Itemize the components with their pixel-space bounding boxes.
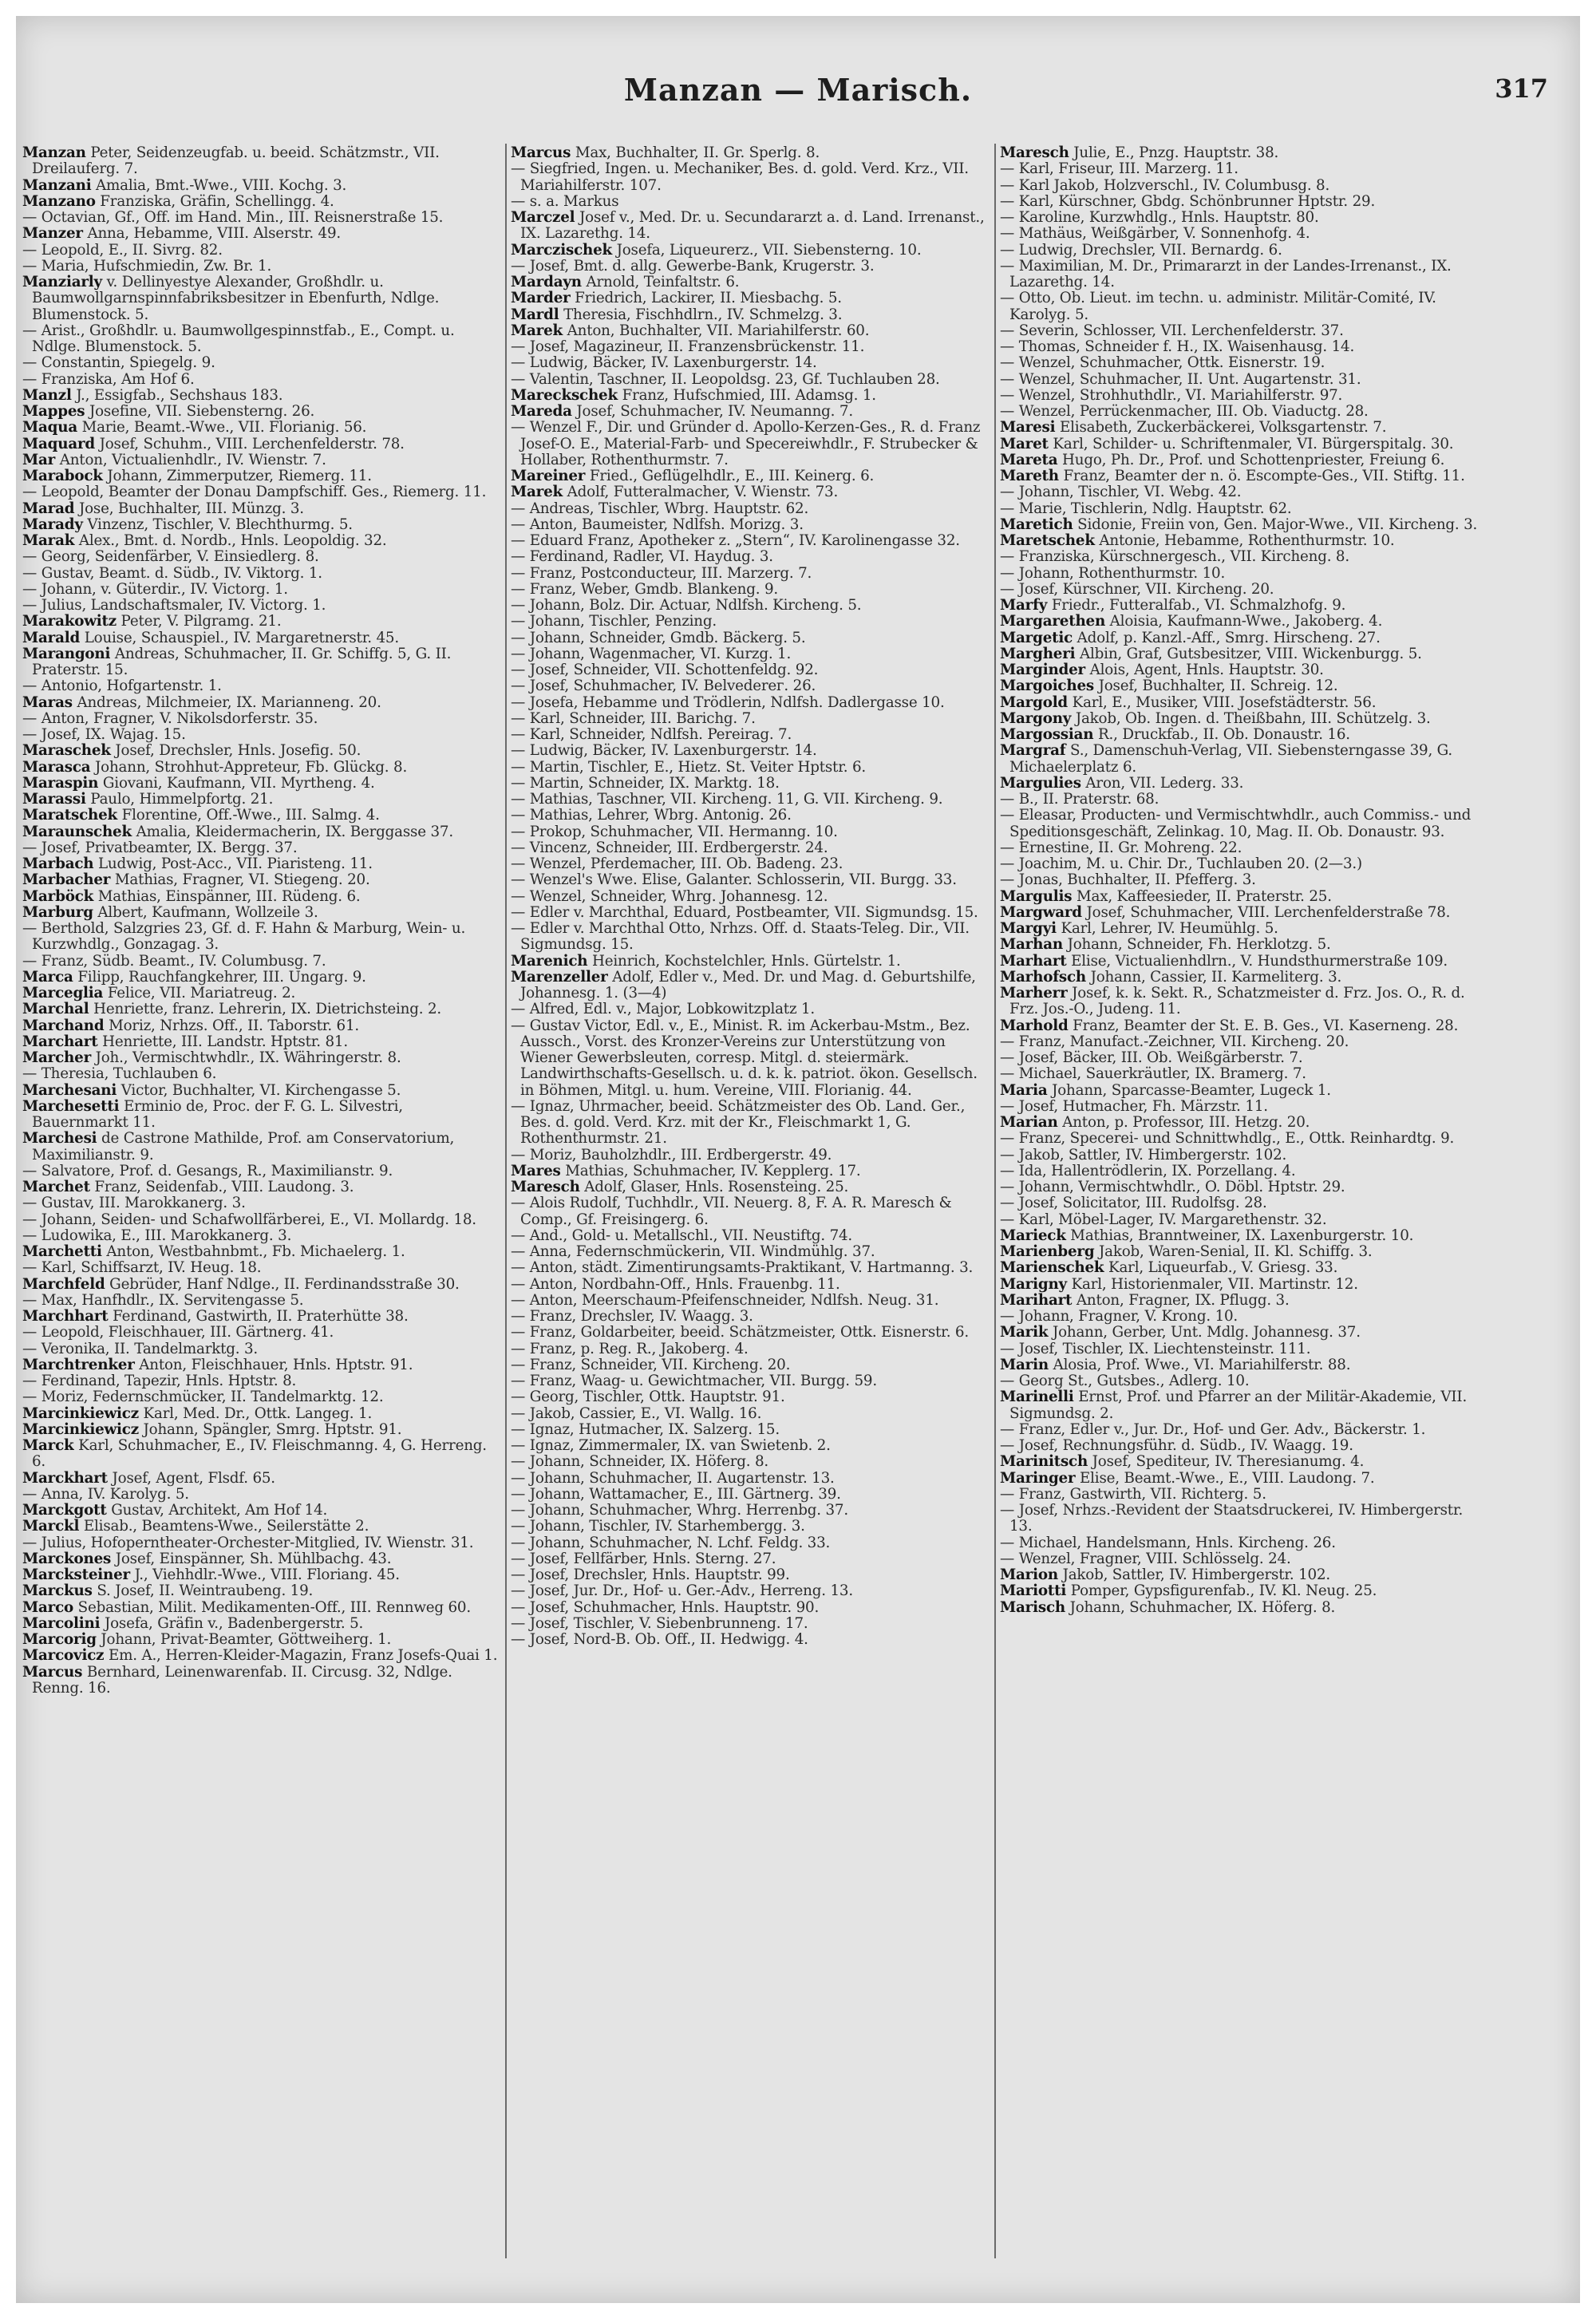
directory-entry: Margheri Albin, Graf, Gutsbesitzer, VIII. Wickenburgg. 5. bbox=[1000, 646, 1422, 662]
directory-entry: — Ignaz, Uhrmacher, beeid. Schätzmeister des Ob. Land. Ger., Bes. d. gold. Verd. Krz. mit der Kr., Fleischmarkt 1, G. Rothenthurmstr. 21. bbox=[511, 1098, 966, 1148]
directory-entry: — Johann, Schuhmacher, II. Augartenstr. 13. bbox=[511, 1470, 835, 1487]
directory-entry: Marca Filipp, Rauchfangkehrer, III. Ungarg. 9. bbox=[22, 969, 366, 986]
directory-entry: — Josef, Schuhmacher, IV. Belvederег. 26. bbox=[511, 678, 816, 695]
directory-entry: Maraspin Giovani, Kaufmann, VII. Myrtheng. 4. bbox=[22, 775, 375, 792]
directory-entry: — Ludwig, Drechsler, VII. Bernardg. 6. bbox=[1000, 242, 1282, 259]
directory-entry: Manziarly v. Dellinyestye Alexander, Großhdlr. u. Baumwollgarnspinnfabriksbesitzer in Ebenfurth, Ndlge. Blumenstock. 5. bbox=[22, 275, 440, 323]
directory-entry: Mar Anton, Victualienhdlr., IV. Wienstr. 7. bbox=[22, 452, 326, 468]
directory-entry: Marchhart Ferdinand, Gastwirth, II. Praterhütte 38. bbox=[22, 1309, 409, 1325]
directory-column-3 bbox=[1000, 145, 1480, 1616]
directory-entry: — Karl, Friseur, III. Marzerg. 11. bbox=[1000, 161, 1238, 178]
directory-entry: — Josef, Jur. Dr., Hof- u. Ger.-Adv., Herreng. 13. bbox=[511, 1583, 853, 1600]
directory-entry: Marder Friedrich, Lackirer, II. Miesbachg. 5. bbox=[511, 290, 842, 307]
directory-entry: — Ferdinand, Radler, VI. Haydug. 3. bbox=[511, 549, 773, 566]
directory-entry: — Arist., Großhdlr. u. Baumwollgespinnstfab., E., Compt. u. Ndlge. Blumenstock. 5. bbox=[22, 322, 455, 355]
directory-entry: — Jakob, Sattler, IV. Himbergerstr. 102. bbox=[1000, 1147, 1287, 1163]
directory-entry: — Johann, Schneider, Gmdb. Bäckerg. 5. bbox=[511, 630, 806, 646]
directory-entry: — Julius, Hofoperntheater-Orchester-Mitglied, IV. Wienstr. 31. bbox=[22, 1535, 474, 1551]
directory-entry: — Franz, p. Reg. R., Jakoberg. 4. bbox=[511, 1341, 749, 1357]
directory-entry: — Eduard Franz, Apotheker z. „Stern“, IV. Karolinengasse 32. bbox=[511, 533, 960, 549]
directory-entry: — Anton, Nordbahn-Off., Hnls. Frauenbg. 11. bbox=[511, 1276, 840, 1293]
directory-entry: — Josef, Rechnungsführ. d. Südb., IV. Waagg. 19. bbox=[1000, 1438, 1353, 1454]
directory-entry: — Octavian, Gf., Off. im Hand. Min., III. Reisnerstraße 15. bbox=[22, 210, 444, 226]
directory-entry: — Theresia, Tuchlauben 6. bbox=[22, 1066, 217, 1083]
directory-entry: — Franz, Weber, Gmdb. Blankeng. 9. bbox=[511, 581, 778, 598]
directory-entry: — Maria, Hufschmiedin, Zw. Br. 1. bbox=[22, 258, 272, 275]
directory-entry: — Josef, Bäcker, III. Ob. Weißgärberstr. 7. bbox=[1000, 1050, 1303, 1066]
directory-entry: — Franz, Manufact.-Zeichner, VII. Kircheng. 20. bbox=[1000, 1033, 1349, 1050]
directory-entry: — Wenzel, Schuhmacher, II. Unt. Augartenstr. 31. bbox=[1000, 371, 1361, 388]
directory-entry: — Anton, Fragner, V. Nikolsdorferstr. 35. bbox=[22, 710, 318, 727]
directory-entry: — Moriz, Bauholzhdlr., III. Erdbergerstr. 49. bbox=[511, 1147, 832, 1163]
directory-entry: Marckl Elisab., Beamtens-Wwe., Seilerstätte 2. bbox=[22, 1519, 369, 1535]
directory-entry: Marhan Johann, Schneider, Fh. Herklotzg. 5. bbox=[1000, 937, 1331, 954]
directory-entry: Margulis Max, Kaffeesieder, II. Praterstr. 25. bbox=[1000, 888, 1332, 905]
directory-entry: — Gustav, Beamt. d. Südb., IV. Viktorg. 1. bbox=[22, 565, 322, 582]
directory-column-2 bbox=[511, 145, 991, 1648]
directory-entry: — Johann, Rothenthurmstr. 10. bbox=[1000, 565, 1226, 582]
directory-entry: — Salvatore, Prof. d. Gesangs, R., Maximilianstr. 9. bbox=[22, 1163, 393, 1179]
directory-entry: Marald Louise, Schauspiel., IV. Margaretnerstr. 45. bbox=[22, 630, 399, 646]
directory-entry: — Ludwig, Bäcker, IV. Laxenburgerstr. 14. bbox=[511, 743, 817, 760]
directory-entry: Marion Jakob, Sattler, IV. Himbergerstr. 102. bbox=[1000, 1567, 1331, 1583]
directory-entry: Manzan Peter, Seidenzeugfab. u. beeid. Schätzmstr., VII. Dreilauferg. 7. bbox=[22, 145, 440, 178]
directory-entry: — Michael, Sauerkräutler, IX. Bramerg. 7. bbox=[1000, 1066, 1306, 1083]
directory-entry: — Franz, Südb. Beamt., IV. Columbusg. 7. bbox=[22, 953, 326, 970]
directory-entry: — Johann, Tischler, Penzing. bbox=[511, 614, 717, 630]
directory-entry: — Wenzel's Wwe. Elise, Galanter. Schlosserin, VII. Burgg. 33. bbox=[511, 872, 957, 889]
directory-entry: Marigny Karl, Historienmaler, VII. Martinstr. 12. bbox=[1000, 1276, 1358, 1293]
directory-entry: — Joachim, M. u. Chir. Dr., Tuchlauben 20. (2—3.) bbox=[1000, 856, 1362, 872]
directory-entry: Marckgott Gustav, Architekt, Am Hof 14. bbox=[22, 1503, 328, 1519]
directory-entry: Marczischek Josefa, Liqueurerz., VII. Siebensterng. 10. bbox=[511, 242, 922, 259]
directory-entry: Marhart Elise, Victualienhdlrn., V. Hundsthurmerstraße 109. bbox=[1000, 953, 1448, 970]
directory-entry: — Anton, Baumeister, Ndlfsh. Morizg. 3. bbox=[511, 516, 804, 533]
directory-entry: Marck Karl, Schuhmacher, E., IV. Fleischmanng. 4, G. Herreng. 6. bbox=[22, 1438, 487, 1471]
directory-entry: Marenzeller Adolf, Edler v., Med. Dr. und Mag. d. Geburtshilfe, Johannesg. 1. (3—4) bbox=[511, 969, 976, 1001]
directory-entry: Marchart Henriette, III. Landstr. Hptstr. 81. bbox=[22, 1033, 348, 1050]
column-divider bbox=[505, 144, 507, 2258]
directory-entry: Marcovicz Em. A., Herren-Kleider-Magazin, Franz Josefs-Quai 1. bbox=[22, 1648, 498, 1665]
directory-entry: — Andreas, Tischler, Wbrg. Hauptstr. 62. bbox=[511, 500, 809, 517]
directory-entry: — Gustav, III. Marokkanerg. 3. bbox=[22, 1195, 246, 1212]
directory-entry: Marin Alosia, Prof. Wwe., VI. Mariahilferstr. 88. bbox=[1000, 1357, 1351, 1373]
directory-entry: — Franziska, Kürschnergesch., VII. Kircheng. 8. bbox=[1000, 549, 1349, 566]
directory-entry: Marassi Paulo, Himmelpfortg. 21. bbox=[22, 792, 274, 808]
directory-entry: — Martin, Schneider, IX. Marktg. 18. bbox=[511, 775, 780, 792]
directory-entry: Marcher Joh., Vermischtwhdlr., IX. Währingerstr. 8. bbox=[22, 1050, 401, 1066]
directory-entry: Marienberg Jakob, Waren-Senial, II. Kl. Schiffg. 3. bbox=[1000, 1244, 1373, 1260]
directory-entry: Maquard Josef, Schuhm., VIII. Lerchenfelderstr. 78. bbox=[22, 436, 405, 452]
directory-entry: Marckhart Josef, Agent, Flsdf. 65. bbox=[22, 1470, 275, 1487]
directory-entry: — Ludowika, E., III. Marokkanerg. 3. bbox=[22, 1227, 292, 1244]
directory-entry: — Josef, Schuhmacher, Hnls. Hauptstr. 90. bbox=[511, 1599, 820, 1616]
directory-entry: — Julius, Landschaftsmaler, IV. Victorg. 1. bbox=[22, 598, 326, 614]
directory-entry: — Wenzel, Schuhmacher, Ottk. Eisnerstr. 19. bbox=[1000, 355, 1325, 372]
directory-entry: — Anna, Federnschmückerin, VII. Windmühlg. 37. bbox=[511, 1244, 875, 1260]
directory-entry: Mardayn Arnold, Teinfaltstr. 6. bbox=[511, 275, 740, 290]
directory-entry: Marady Vinzenz, Tischler, V. Blechthurmg. 5. bbox=[22, 516, 353, 533]
directory-entry: Mappes Josefine, VII. Siebensterng. 26. bbox=[22, 404, 315, 420]
directory-entry: — Ignaz, Zimmermaler, IX. van Swietenb. 2. bbox=[511, 1438, 831, 1454]
directory-entry: — Wenzel, Perrückenmacher, III. Ob. Viaductg. 28. bbox=[1000, 404, 1369, 420]
directory-entry: Marchet Franz, Seidenfab., VIII. Laudong. 3. bbox=[22, 1179, 354, 1195]
directory-entry: Marinitsch Josef, Spediteur, IV. Theresianumg. 4. bbox=[1000, 1454, 1365, 1471]
directory-entry: Mareth Franz, Beamter der n. ö. Escompte-Ges., VII. Stiftg. 11. bbox=[1000, 468, 1465, 484]
directory-entry: — Johann, Tischler, VI. Webg. 42. bbox=[1000, 484, 1242, 501]
directory-entry: — Severin, Schlosser, VII. Lerchenfelderstr. 37. bbox=[1000, 322, 1344, 339]
directory-entry: — Georg St., Gutsbes., Adlerg. 10. bbox=[1000, 1373, 1250, 1389]
directory-entry: — Wenzel, Schneider, Whrg. Johannesg. 12. bbox=[511, 888, 828, 905]
directory-entry: — Johann, Schneider, IX. Höferg. 8. bbox=[511, 1454, 769, 1471]
directory-entry: Margony Jakob, Ob. Ingen. d. Theißbahn, III. Schützelg. 3. bbox=[1000, 710, 1431, 727]
directory-entry: Mareiner Fried., Geflügelhdlr., E., III. Keinerg. 6. bbox=[511, 468, 875, 484]
directory-entry: Mareda Josef, Schuhmacher, IV. Neumanng. 7. bbox=[511, 404, 853, 420]
directory-entry: Marcus Bernhard, Leinenwarenfab. II. Circusg. 32, Ndlge. Renng. 16. bbox=[22, 1664, 452, 1697]
directory-entry: — Johann, Schuhmacher, Whrg. Herrenbg. 37. bbox=[511, 1503, 848, 1519]
directory-entry: — Edler v. Marchthal Otto, Nrhzs. Off. d. Staats-Teleg. Dir., VII. Sigmundsg. 15. bbox=[511, 921, 970, 954]
directory-entry: Marböck Mathias, Einspänner, III. Rüdeng. 6. bbox=[22, 888, 361, 905]
directory-entry: Marbacher Mathias, Fragner, VI. Stiegeng. 20. bbox=[22, 872, 370, 889]
directory-entry: Marcorig Johann, Privat-Beamter, Göttweiherg. 1. bbox=[22, 1632, 392, 1648]
directory-entry: Marburg Albert, Kaufmann, Wollzeile 3. bbox=[22, 904, 318, 921]
directory-entry: Margulies Aron, VII. Lederg. 33. bbox=[1000, 775, 1244, 792]
directory-entry: — Johann, Seiden- und Schafwollfärberei, E., VI. Mollardg. 18. bbox=[22, 1211, 476, 1228]
directory-entry: — Karl Jakob, Holzverschl., IV. Columbusg. 8. bbox=[1000, 177, 1330, 194]
directory-entry: Maretich Sidonie, Freiin von, Gen. Major-Wwe., VII. Kircheng. 3. bbox=[1000, 516, 1478, 533]
directory-entry: — Johann, v. Güterdir., IV. Victorg. 1. bbox=[22, 581, 288, 598]
directory-entry: Manzani Amalia, Bmt.-Wwe., VIII. Kochg. 3. bbox=[22, 177, 347, 194]
directory-entry: Maqua Marie, Beamt.-Wwe., VII. Florianig. 56. bbox=[22, 420, 367, 437]
directory-entry: Marchfeld Gebrüder, Hanf Ndlge., II. Ferdinandsstraße 30. bbox=[22, 1276, 460, 1293]
directory-entry: Marczel Josef v., Med. Dr. u. Secundararzt a. d. Land. Irrenanst., IX. Lazarethg. 14. bbox=[511, 210, 985, 243]
directory-entry: — Wenzel F., Dir. und Gründer d. Apollo-Kerzen-Ges., R. d. Franz Josef-O. E., Material-Farb- und Specereiwhdlr., F. Strubecker & Hollaber, Rothenthurmstr. 7. bbox=[511, 420, 981, 468]
directory-entry: — Karl, Schiffsarzt, IV. Heug. 18. bbox=[22, 1260, 262, 1277]
directory-entry: — Johann, Schuhmacher, N. Lchf. Feldg. 33. bbox=[511, 1535, 831, 1551]
directory-entry: — Josef, Privatbeamter, IX. Bergg. 37. bbox=[22, 840, 298, 856]
directory-entry: Marcinkiewicz Karl, Med. Dr., Ottk. Langeg. 1. bbox=[22, 1405, 373, 1422]
directory-entry: — Karoline, Kurzwhdlg., Hnls. Hauptstr. 80. bbox=[1000, 210, 1319, 226]
directory-entry: — Leopold, Fleischhauer, III. Gärtnerg. 41. bbox=[22, 1325, 334, 1341]
directory-entry: — Alois Rudolf, Tuchhdlr., VII. Neuerg. 8, F. A. R. Maresch & Comp., Gf. Freisingerg. 6. bbox=[511, 1195, 952, 1228]
directory-entry: Maretschek Antonie, Hebamme, Rothenthurmstr. 10. bbox=[1000, 533, 1395, 549]
directory-entry: Mardl Theresia, Fischhdlrn., IV. Schmelzg. 3. bbox=[511, 306, 843, 323]
directory-entry: Marchand Moriz, Nrhzs. Off., II. Taborstr. 61. bbox=[22, 1017, 360, 1034]
running-head: Manzan — Marisch. bbox=[623, 72, 973, 108]
directory-entry: — Johann, Tischler, IV. Starhembergg. 3. bbox=[511, 1519, 805, 1535]
directory-entry: Marbach Ludwig, Post-Acc., VII. Piaristeng. 11. bbox=[22, 856, 373, 872]
column-divider bbox=[994, 144, 996, 2258]
directory-entry: Marinelli Ernst, Prof. und Pfarrer an der Militär-Akademie, VII. Sigmundsg. 2. bbox=[1000, 1389, 1468, 1422]
directory-entry: — Georg, Seidenfärber, V. Einsiedlerg. 8. bbox=[22, 549, 319, 566]
directory-entry: Marian Anton, p. Professor, III. Hetzg. 20. bbox=[1000, 1115, 1310, 1131]
directory-entry: Marieck Mathias, Branntweiner, IX. Laxenburgerstr. 10. bbox=[1000, 1227, 1414, 1244]
directory-entry: — Alfred, Edl. v., Major, Lobkowitzplatz 1. bbox=[511, 1001, 816, 1018]
directory-entry: Margward Josef, Schuhmacher, VIII. Lerchenfelderstraße 78. bbox=[1000, 904, 1451, 921]
directory-entry: — Josefa, Hebamme und Trödlerin, Ndlfsh. Dadlergasse 10. bbox=[511, 694, 945, 711]
directory-entry: Marihart Anton, Fragner, IX. Pflugg. 3. bbox=[1000, 1292, 1290, 1309]
directory-entry: — Anton, städt. Zimentirungsamts-Praktikant, V. Hartmanng. 3. bbox=[511, 1260, 974, 1277]
directory-entry: — Josef, Magazineur, II. Franzensbrückenstr. 11. bbox=[511, 339, 865, 355]
directory-entry: — Prokop, Schuhmacher, VII. Hermanng. 10. bbox=[511, 824, 838, 840]
directory-entry: Marek Anton, Buchhalter, VII. Mariahilferstr. 60. bbox=[511, 322, 870, 339]
directory-entry: Maraunschek Amalia, Kleidermacherin, IX. Berggasse 37. bbox=[22, 824, 453, 840]
directory-entry: — Franziska, Am Hof 6. bbox=[22, 371, 195, 388]
directory-entry: — Wenzel, Strohhuthdlr., VI. Mariahilferstr. 97. bbox=[1000, 387, 1343, 404]
directory-entry: Marabock Johann, Zimmerputzer, Riemerg. 11. bbox=[22, 468, 372, 484]
directory-page bbox=[16, 16, 1580, 2303]
directory-entry: — Berthold, Salzgries 23, Gf. d. F. Hahn & Marburg, Wein- u. Kurzwhdlg., Gonzagag. 3. bbox=[22, 921, 466, 954]
directory-entry: Marad Jose, Buchhalter, III. Münzg. 3. bbox=[22, 500, 304, 517]
directory-entry: Marceglia Felice, VII. Mariatreug. 2. bbox=[22, 986, 296, 1001]
directory-entry: Marienschek Karl, Liqueurfab., V. Griesg. 33. bbox=[1000, 1260, 1338, 1277]
directory-entry: — Ludwig, Bäcker, IV. Laxenburgerstr. 14. bbox=[511, 355, 817, 372]
directory-entry: — Johann, Vermischtwhdlr., O. Döbl. Hptstr. 29. bbox=[1000, 1179, 1345, 1195]
directory-entry: Manzer Anna, Hebamme, VIII. Alserstr. 49. bbox=[22, 226, 342, 243]
directory-entry: — Josef, Tischler, V. Siebenbrunneng. 17. bbox=[511, 1615, 808, 1632]
directory-entry: — Johann, Wattamacher, E., III. Gärtnerg. 39. bbox=[511, 1486, 841, 1503]
directory-entry: — Georg, Tischler, Ottk. Hauptstr. 91. bbox=[511, 1389, 785, 1406]
directory-entry: — Ida, Hallentrödlerin, IX. Porzellang. 4. bbox=[1000, 1163, 1296, 1179]
directory-entry: — Franz, Gastwirth, VII. Richterg. 5. bbox=[1000, 1486, 1266, 1503]
directory-entry: Marcinkiewicz Johann, Spängler, Smrg. Hptstr. 91. bbox=[22, 1421, 402, 1438]
directory-entry: — Anna, IV. Karolyg. 5. bbox=[22, 1486, 189, 1503]
directory-entry: Maras Andreas, Milchmeier, IX. Marianneng. 20. bbox=[22, 694, 381, 711]
directory-entry: Marak Alex., Bmt. d. Nordb., Hnls. Leopoldig. 32. bbox=[22, 533, 387, 549]
directory-entry: — s. a. Markus bbox=[511, 193, 619, 210]
directory-entry: Marco Sebastian, Milit. Medikamenten-Off., III. Rennweg 60. bbox=[22, 1599, 471, 1616]
directory-entry: — Josef, Hutmacher, Fh. Märzstr. 11. bbox=[1000, 1098, 1268, 1115]
directory-entry: Maria Johann, Sparcasse-Beamter, Lugeck 1. bbox=[1000, 1082, 1331, 1099]
directory-entry: Maratschek Florentine, Off.-Wwe., III. Salmg. 4. bbox=[22, 808, 380, 824]
directory-entry: — Josef, Kürschner, VII. Kircheng. 20. bbox=[1000, 581, 1274, 598]
directory-entry: — Michael, Handelsmann, Hnls. Kircheng. 26. bbox=[1000, 1535, 1336, 1551]
directory-entry: — Franz, Schneider, VII. Kircheng. 20. bbox=[511, 1357, 791, 1373]
directory-entry: — Franz, Waag- u. Gewichtmacher, VII. Burgg. 59. bbox=[511, 1373, 877, 1389]
directory-entry: — Maximilian, M. Dr., Primararzt in der Landes-Irrenanst., IX. Lazarethg. 14. bbox=[1000, 258, 1452, 290]
directory-entry: Mareta Hugo, Ph. Dr., Prof. und Schottenpriester, Freiung 6. bbox=[1000, 452, 1445, 468]
directory-entry: — B., II. Praterstr. 68. bbox=[1000, 792, 1159, 808]
directory-entry: Maraschek Josef, Drechsler, Hnls. Josefig. 50. bbox=[22, 743, 361, 760]
directory-entry: Marisch Johann, Schuhmacher, IX. Höferg. 8. bbox=[1000, 1599, 1336, 1616]
directory-entry: — Marie, Tischlerin, Ndlg. Hauptstr. 62. bbox=[1000, 500, 1292, 517]
directory-entry: Margetic Adolf, p. Kanzl.-Aff., Smrg. Hirscheng. 27. bbox=[1000, 630, 1381, 646]
directory-entry: — Josef, Solicitator, III. Rudolfsg. 28. bbox=[1000, 1195, 1267, 1212]
directory-entry: Marchesetti Erminio de, Proc. der F. G. L. Silvestri, Bauernmarkt 11. bbox=[22, 1098, 403, 1131]
directory-entry: Margarethen Aloisia, Kaufmann-Wwe., Jakoberg. 4. bbox=[1000, 614, 1383, 630]
directory-entry: — Otto, Ob. Lieut. im techn. u. administr. Militär-Comité, IV. Karolyg. 5. bbox=[1000, 290, 1436, 323]
directory-entry: — Constantin, Spiegelg. 9. bbox=[22, 355, 215, 372]
directory-entry: — Moriz, Federnschmücker, II. Tandelmarktg. 12. bbox=[22, 1389, 384, 1406]
directory-entry: Maresch Adolf, Glaser, Hnls. Rosensteing. 25. bbox=[511, 1179, 849, 1195]
directory-entry: Maresch Julie, E., Pnzg. Hauptstr. 38. bbox=[1000, 145, 1279, 161]
directory-entry: — Mathias, Taschner, VII. Kircheng. 11, G. VII. Kircheng. 9. bbox=[511, 792, 943, 808]
directory-entry: — Franz, Drechsler, IV. Waagg. 3. bbox=[511, 1309, 753, 1325]
directory-entry: Marek Adolf, Futteralmacher, V. Wienstr. 73. bbox=[511, 484, 839, 501]
directory-entry: Manzl J., Essigfab., Sechshaus 183. bbox=[22, 387, 283, 404]
directory-entry: — Thomas, Schneider f. H., IX. Waisenhausg. 14. bbox=[1000, 339, 1355, 355]
directory-entry: — Josef, Drechsler, Hnls. Hauptstr. 99. bbox=[511, 1567, 790, 1583]
directory-entry: — Wenzel, Fragner, VIII. Schlösselg. 24. bbox=[1000, 1551, 1291, 1567]
directory-entry: Margyi Karl, Lehrer, IV. Heumühlg. 5. bbox=[1000, 921, 1278, 937]
directory-column-1 bbox=[22, 145, 503, 1697]
directory-entry: Mariotti Pomper, Gypsfigurenfab., IV. Kl. Neug. 25. bbox=[1000, 1583, 1377, 1600]
directory-entry: Marckus S. Josef, II. Weintraubeng. 19. bbox=[22, 1583, 314, 1600]
directory-entry: — Ignaz, Hutmacher, IX. Salzerg. 15. bbox=[511, 1421, 780, 1438]
directory-entry: — Josef, Schneider, VII. Schottenfeldg. 92. bbox=[511, 662, 819, 678]
directory-entry: Marchesani Victor, Buchhalter, VI. Kirchengasse 5. bbox=[22, 1082, 401, 1099]
directory-entry: — Franz, Edler v., Jur. Dr., Hof- und Ger. Adv., Bäckerstr. 1. bbox=[1000, 1421, 1426, 1438]
directory-entry: — Martin, Tischler, E., Hietz. St. Veiter Hptstr. 6. bbox=[511, 759, 866, 776]
directory-entry: Marherr Josef, k. k. Sekt. R., Schatzmeister d. Frz. Jos. O., R. d. Frz. Jos.-O., Judeng. 11. bbox=[1000, 986, 1465, 1018]
directory-entry: — Jakob, Cassier, E., VI. Wallg. 16. bbox=[511, 1405, 762, 1422]
directory-entry: — Karl, Schneider, Ndlfsh. Pereirag. 7. bbox=[511, 727, 792, 743]
directory-entry: Marchal Henriette, franz. Lehrerin, IX. Dietrichsteing. 2. bbox=[22, 1001, 441, 1018]
directory-entry: — Josef, Tischler, IX. Liechtensteinstr. 111. bbox=[1000, 1341, 1311, 1357]
page-header bbox=[16, 72, 1580, 120]
directory-entry: Margoiches Josef, Buchhalter, II. Schreig. 12. bbox=[1000, 678, 1338, 695]
directory-entry: — Mathäus, Weißgärber, V. Sonnenhofg. 4. bbox=[1000, 226, 1310, 243]
directory-entry: Marhofsch Johann, Cassier, II. Karmeliterg. 3. bbox=[1000, 969, 1342, 986]
directory-entry: Marakowitz Peter, V. Pilgramg. 21. bbox=[22, 614, 282, 630]
directory-entry: — Vincenz, Schneider, III. Erdbergerstr. 24. bbox=[511, 840, 828, 856]
directory-entry: — And., Gold- u. Metallschl., VII. Neustiftg. 74. bbox=[511, 1227, 853, 1244]
page-number: 317 bbox=[1495, 73, 1548, 104]
directory-entry: Marik Johann, Gerber, Unt. Mdlg. Johannesg. 37. bbox=[1000, 1325, 1361, 1341]
directory-entry: Marchetti Anton, Westbahnbmt., Fb. Michaelerg. 1. bbox=[22, 1244, 405, 1260]
directory-entry: Margossian R., Druckfab., II. Ob. Donaustr. 16. bbox=[1000, 727, 1350, 743]
directory-entry: — Leopold, Beamter der Donau Dampfschiff. Ges., Riemerg. 11. bbox=[22, 484, 487, 501]
directory-entry: — Eleasar, Producten- und Vermischtwhdlr., auch Commiss.- und Speditionsgeschäft, Zelinkag. 10, Mag. II. Ob. Donaustr. 93. bbox=[1000, 808, 1472, 840]
directory-entry: Mareckschek Franz, Hufschmied, III. Adamsg. 1. bbox=[511, 387, 876, 404]
directory-entry: Mares Mathias, Schuhmacher, IV. Kepplerg. 17. bbox=[511, 1163, 861, 1179]
directory-entry: — Johann, Bolz. Dir. Actuar, Ndlfsh. Kircheng. 5. bbox=[511, 598, 862, 614]
directory-entry: — Johann, Fragner, V. Krong. 10. bbox=[1000, 1309, 1238, 1325]
directory-entry: Marfy Friedr., Futteralfab., VI. Schmalzhofg. 9. bbox=[1000, 598, 1346, 614]
directory-entry: — Jonas, Buchhalter, II. Pfefferg. 3. bbox=[1000, 872, 1256, 889]
directory-entry: — Karl, Schneider, III. Barichg. 7. bbox=[511, 710, 756, 727]
directory-entry: — Anton, Meerschaum-Pfeifenschneider, Ndlfsh. Neug. 31. bbox=[511, 1292, 939, 1309]
directory-entry: Maresi Elisabeth, Zuckerbäckerei, Volksgartenstr. 7. bbox=[1000, 420, 1387, 437]
directory-entry: — Josef, Fellfärber, Hnls. Sterng. 27. bbox=[511, 1551, 776, 1567]
directory-entry: — Ferdinand, Tapezir, Hnls. Hptstr. 8. bbox=[22, 1373, 297, 1389]
directory-entry: — Mathias, Lehrer, Wbrg. Antonig. 26. bbox=[511, 808, 792, 824]
directory-entry: — Franz, Goldarbeiter, beeid. Schätzmeister, Ottk. Eisnerstr. 6. bbox=[511, 1325, 969, 1341]
directory-entry: Marhold Franz, Beamter der St. E. B. Ges., VI. Kaserneng. 28. bbox=[1000, 1017, 1459, 1034]
directory-entry: Marcolini Josefa, Gräfin v., Badenbergerstr. 5. bbox=[22, 1615, 364, 1632]
directory-entry: Marchtrenker Anton, Fleischhauer, Hnls. Hptstr. 91. bbox=[22, 1357, 413, 1373]
directory-entry: Marcksteiner J., Viehhdlr.-Wwe., VIII. Floriang. 45. bbox=[22, 1567, 400, 1583]
directory-entry: — Ernestine, II. Gr. Mohreng. 22. bbox=[1000, 840, 1242, 856]
directory-entry: — Josef, IX. Wajag. 15. bbox=[22, 727, 186, 743]
directory-entry: Marangoni Andreas, Schuhmacher, II. Gr. Schiffg. 5, G. II. Praterstr. 15. bbox=[22, 646, 452, 678]
directory-entry: — Gustav Victor, Edl. v., E., Minist. R. im Ackerbau-Mstm., Bez. Aussch., Vorst. des Kronzer-Vereins zur Unterstützung von Wiener Gewerbsleuten, corresp. Mitgl. d. steiermärk. Landwirthschafts-Gesellsch. u. d. k. k. patriot. ökon. Gesellsch. in Böhmen, Mitgl. u. hum. Vereine, VIII. Florianig. 44. bbox=[511, 1017, 978, 1099]
directory-entry: — Johann, Wagenmacher, VI. Kurzg. 1. bbox=[511, 646, 792, 662]
directory-entry: — Josef, Nrhzs.-Revident der Staatsdruckerei, IV. Himbergerstr. 13. bbox=[1000, 1503, 1464, 1535]
directory-entry: — Siegfried, Ingen. u. Mechaniker, Bes. d. gold. Verd. Krz., VII. Mariahilferstr. 107. bbox=[511, 161, 969, 194]
directory-entry: — Josef, Nord-B. Ob. Off., II. Hedwigg. 4. bbox=[511, 1632, 808, 1648]
directory-entry: — Wenzel, Pferdemacher, III. Ob. Badeng. 23. bbox=[511, 856, 843, 872]
directory-entry: Manzano Franziska, Gräfin, Schellingg. 4. bbox=[22, 193, 334, 210]
directory-entry: Margold Karl, E., Musiker, VIII. Josefstädterstr. 56. bbox=[1000, 694, 1377, 711]
directory-entry: Marenich Heinrich, Kochstelchler, Hnls. Gürtelstr. 1. bbox=[511, 953, 901, 970]
directory-entry: — Max, Hanfhdlr., IX. Servitengasse 5. bbox=[22, 1292, 304, 1309]
directory-entry: Marchesi de Castrone Mathilde, Prof. am Conservatorium, Maximilianstr. 9. bbox=[22, 1131, 455, 1163]
directory-entry: Marcus Max, Buchhalter, II. Gr. Sperlg. 8. bbox=[511, 145, 820, 161]
directory-entry: Margraf S., Damenschuh-Verlag, VII. Siebensterngasse 39, G. Michaelerplatz 6. bbox=[1000, 743, 1453, 776]
directory-entry: — Karl, Möbel-Lager, IV. Margarethenstr. 32. bbox=[1000, 1211, 1327, 1228]
directory-entry: — Franz, Postconducteur, III. Marzerg. 7. bbox=[511, 565, 812, 582]
directory-entry: — Antonio, Hofgartenstr. 1. bbox=[22, 678, 222, 695]
directory-entry: Maret Karl, Schilder- u. Schriftenmaler, VI. Bürgerspitalg. 30. bbox=[1000, 436, 1454, 452]
directory-entry: — Valentin, Taschner, II. Leopoldsg. 23, Gf. Tuchlauben 28. bbox=[511, 371, 940, 388]
directory-entry: Marasca Johann, Strohhut-Appreteur, Fb. Glückg. 8. bbox=[22, 759, 408, 776]
directory-entry: — Franz, Specerei- und Schnittwhdlg., E., Ottk. Reinhardtg. 9. bbox=[1000, 1131, 1455, 1148]
directory-entry: Marginder Alois, Agent, Hnls. Hauptstr. 30. bbox=[1000, 662, 1324, 678]
directory-entry: Maringer Elise, Beamt.-Wwe., E., VIII. Laudong. 7. bbox=[1000, 1470, 1375, 1487]
directory-entry: — Veronika, II. Tandelmarktg. 3. bbox=[22, 1341, 259, 1357]
directory-entry: — Karl, Kürschner, Gbdg. Schönbrunner Hptstr. 29. bbox=[1000, 193, 1376, 210]
directory-entry: — Josef, Bmt. d. allg. Gewerbe-Bank, Krugerstr. 3. bbox=[511, 258, 875, 275]
directory-entry: — Edler v. Marchthal, Eduard, Postbeamter, VII. Sigmundsg. 15. bbox=[511, 904, 978, 921]
directory-entry: — Leopold, E., II. Sivrg. 82. bbox=[22, 242, 223, 259]
directory-entry: Marckones Josef, Einspänner, Sh. Mühlbachg. 43. bbox=[22, 1551, 392, 1567]
